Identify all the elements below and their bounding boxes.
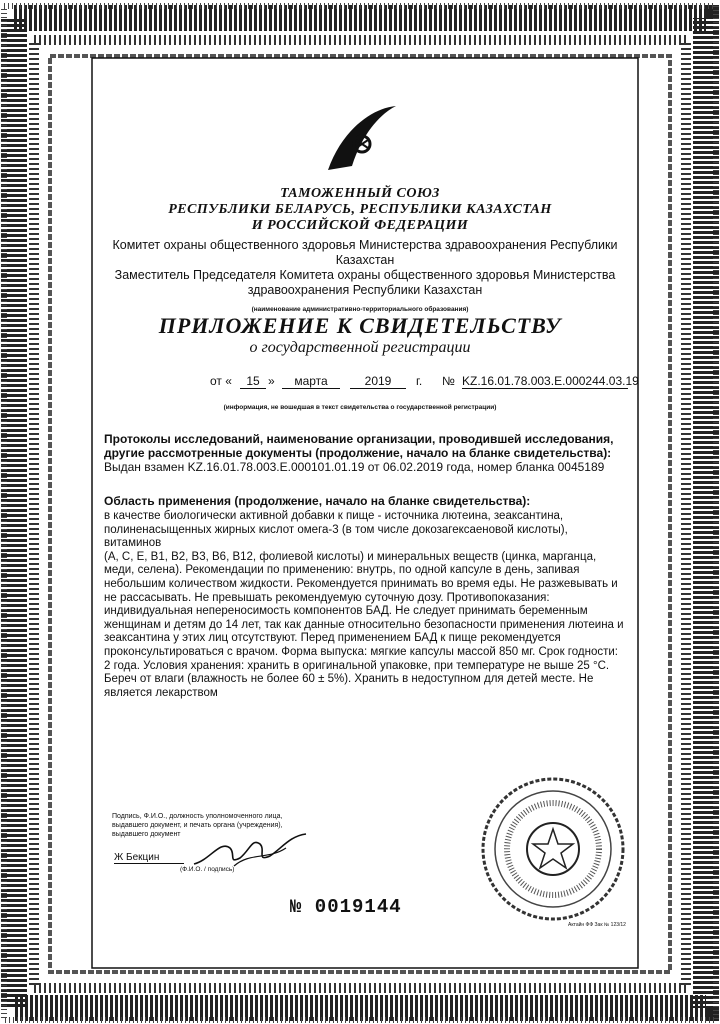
scope-line: Берeч от влаги (влажность не более 60 ± 5%). Хранить в недоступном для детей месте. Не	[104, 673, 594, 686]
signer-name: Ж Бекцин	[114, 852, 184, 864]
document-title: ПРИЛОЖЕНИЕ К СВИДЕТЕЛЬСТВУ	[158, 313, 562, 338]
scope-line: зеаксантина у этих лиц отсутствуют. Перед применением БАД к пище рекомендуется	[104, 632, 561, 645]
union-line: РЕСПУБЛИКИ БЕЛАРУСЬ, РЕСПУБЛИКИ КАЗАХСТАН	[168, 202, 552, 217]
date-year-suffix: г.	[416, 374, 423, 388]
scope-section	[104, 494, 624, 700]
protocols-heading: другие рассмотренные документы (продолжение, начало на бланке свидетельства):	[104, 446, 612, 460]
form-number: № 0019144	[290, 896, 402, 918]
print-code: Актайн ФФ Зак № 123/12	[568, 922, 626, 928]
signature-caption-line: выдавшего документ	[112, 831, 181, 838]
scope-line: 2 года. Условия хранения: хранить в оригинальной упаковке, при температуре не выше 25 °С.	[104, 659, 610, 672]
scope-line: индивидуальная непереносимость компонентов БАД. Не следует принимать беременным	[104, 605, 588, 618]
customs-union-heading	[140, 186, 580, 234]
protocols-heading: Протоколы исследований, наименование организации, проводившей исследования,	[104, 432, 614, 446]
scope-heading: Область применения (продолжение, начало на бланке свидетельства):	[104, 494, 531, 508]
union-line: ТАМОЖЕННЫЙ СОЮЗ	[280, 186, 440, 201]
scope-line: проконсультироваться с врачом. Форма выпуска: мягкие капсулы массой 850 мг. Срок годности:	[104, 645, 618, 658]
scope-line: полиненасыщенных жирных кислот омега-3 (в том числе докозагексаеновой кислоты), витаминов	[104, 523, 568, 550]
authority-line: здравоохранения Республики Казахстан	[247, 283, 483, 297]
protocols-section	[104, 432, 624, 474]
signature-caption-line: Подпись, Ф.И.О., должность уполномоченного лица,	[112, 813, 283, 820]
scope-body	[104, 510, 624, 700]
authority-line: Комитет охраны общественного здоровья Министерства здравоохранения Республики Казахстан	[112, 238, 618, 267]
certificate-number: KZ.16.01.78.003.E.000244.03.19	[462, 374, 639, 388]
document-subtitle: о государственной регистрации	[249, 339, 471, 356]
protocols-text: Выдан взамен KZ.16.01.78.003.E.000101.01.19 от 06.02.2019 года, номер бланка 0045189	[104, 460, 605, 474]
date-month: марта	[282, 374, 340, 389]
info-caption: (информация, не вошедшая в текст свидетельства о государственной регистрации)	[223, 404, 497, 411]
date-number-line	[210, 372, 639, 392]
scope-line: не рассасывать. Не превышать рекомендуемую суточную дозу. Противопоказания:	[104, 591, 550, 604]
signer-caption: (Ф.И.О. / подпись)	[180, 866, 235, 873]
scope-line: меди, селена). Рекомендации по применению: внутрь, по одной капсуле в день, запивая	[104, 564, 580, 577]
date-day: 15	[240, 374, 266, 389]
authority-line: Заместитель Председателя Комитета охраны общественного здоровья Министерства	[114, 268, 616, 282]
signature-caption-line: выдавшего документ, и печать органа (учреждения),	[112, 822, 283, 829]
handwritten-signature	[190, 830, 310, 870]
official-seal-stamp	[478, 774, 628, 924]
scope-line: женщинам и детям до 14 лет, так как данные относительно безопасности применения лютеина и	[104, 618, 624, 631]
emblem-logo	[322, 100, 402, 180]
scope-line: в качестве биологически активной добавки к пище - источника лютеина, зеаксантина,	[104, 510, 564, 522]
issuing-authority	[100, 238, 630, 298]
scope-line: (А, С, Е, В1, В2, В3, В6, В12, фолиевой кислоты) и минеральных веществ (цинка, марганца,	[104, 550, 597, 563]
number-sign: №	[442, 374, 455, 388]
scope-line: небольшим количеством жидкости. Рекомендуется принимать во время еды. Не разжевывать и	[104, 577, 618, 590]
date-quote-close: »	[268, 374, 275, 388]
authority-caption: (наименование административно-территориального образования)	[251, 306, 469, 313]
date-prefix: от «	[210, 374, 232, 388]
date-year: 2019	[350, 374, 406, 389]
union-line: И РОССИЙСКОЙ ФЕДЕРАЦИИ	[251, 218, 469, 233]
scope-line: является лекарством	[104, 686, 218, 699]
